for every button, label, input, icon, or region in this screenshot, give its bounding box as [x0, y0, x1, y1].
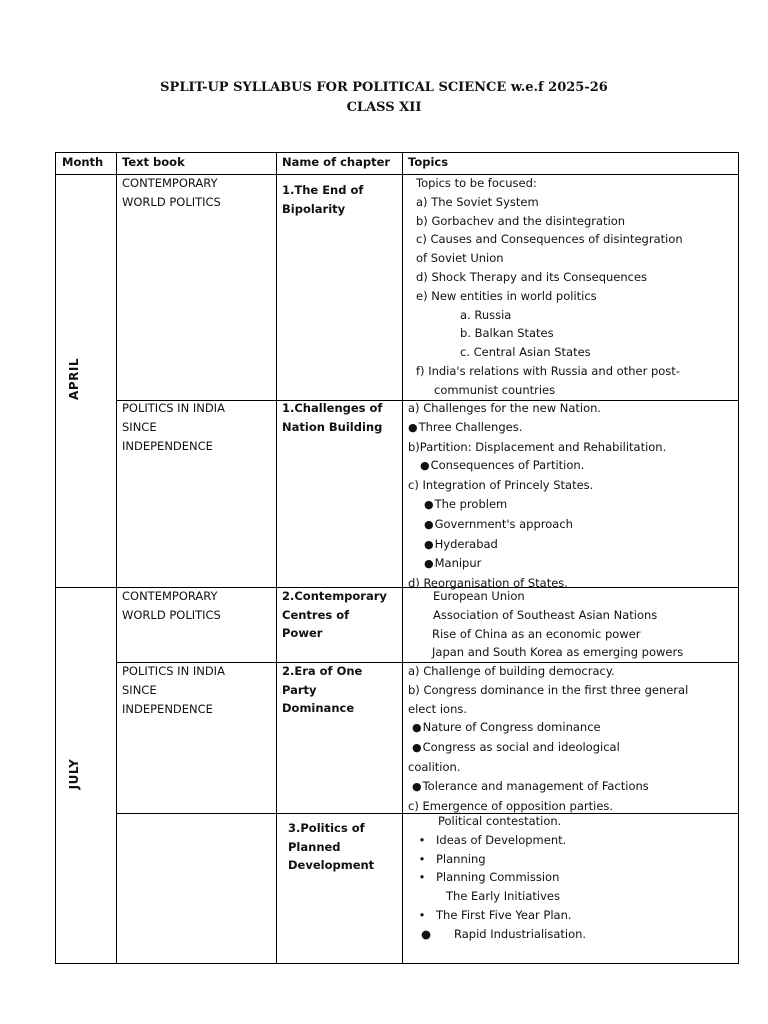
- topic-line: coalition.: [408, 759, 461, 774]
- topic-line: Rise of China as an economic power: [432, 626, 641, 641]
- month-april: APRIL: [67, 358, 81, 400]
- topic-line: e) New entities in world politics: [416, 288, 597, 303]
- topic-line: b. Balkan States: [460, 326, 554, 341]
- topic-line: c) Causes and Consequences of disintegration: [416, 232, 683, 247]
- topic-line: b) Gorbachev and the disintegration: [416, 213, 626, 228]
- month-july: JULY: [67, 758, 81, 790]
- chapter-line: 2.Contemporary: [282, 589, 387, 603]
- textbook-line: POLITICS IN INDIA: [122, 664, 225, 678]
- row2-chapter: [282, 399, 382, 436]
- topic-line: c) Integration of Princely States.: [408, 478, 594, 493]
- topic-line: Topics to be focused:: [416, 176, 537, 190]
- topic-line: ● Consequences of Partition.: [408, 456, 666, 476]
- chapter-line: Bipolarity: [282, 201, 346, 216]
- topic-line: b) Congress dominance in the first three general: [408, 682, 689, 697]
- chapter-line: 1.Challenges of: [282, 401, 383, 415]
- topic-line: Planning: [436, 851, 486, 866]
- textbook-line: WORLD POLITICS: [122, 194, 221, 209]
- bullet-icon: [408, 870, 436, 884]
- textbook-line: SINCE: [122, 419, 157, 434]
- row1-chapter: [282, 181, 363, 218]
- chapter-line: 3.Politics of: [288, 821, 365, 835]
- topic-line: d) Reorganisation of States.: [408, 576, 568, 591]
- chapter-line: 2.Era of One: [282, 664, 363, 678]
- topic-line: Association of Southeast Asian Nations: [433, 607, 658, 622]
- topic-line: ● Nature of Congress dominance: [408, 718, 688, 738]
- chapter-line: 1.The End of: [282, 183, 364, 197]
- topic-line: Ideas of Development.: [436, 832, 567, 847]
- row1-textbook: [122, 174, 221, 212]
- topic-line: communist countries: [434, 382, 556, 397]
- chapter-line: Development: [288, 858, 375, 873]
- row2-textbook: [122, 399, 225, 455]
- chapter-line: Nation Building: [282, 419, 383, 434]
- textbook-line: CONTEMPORARY: [122, 589, 218, 603]
- topic-line: b)Partition: Displacement and Rehabilitation.: [408, 439, 667, 454]
- topic-line: Political contestation.: [438, 814, 562, 828]
- topic-line: The First Five Year Plan.: [436, 907, 572, 922]
- topic-line: ● Three Challenges.: [408, 418, 666, 438]
- document-title: SPLIT-UP SYLLABUS FOR POLITICAL SCIENCE w.e.f 2025-26: [160, 80, 608, 95]
- row2-topics: [408, 399, 666, 593]
- row3-textbook: [122, 587, 221, 625]
- row5-topics: [408, 812, 586, 944]
- row1-topics: [408, 174, 683, 400]
- textbook-line: POLITICS IN INDIA: [122, 401, 225, 415]
- topic-line: Planning Commission: [436, 870, 560, 885]
- topic-line: The Early Initiatives: [446, 889, 560, 904]
- topic-line: ● Hyderabad: [408, 535, 666, 555]
- topic-line: c) Emergence of opposition parties.: [408, 798, 614, 813]
- topic-line: elect ions.: [408, 701, 467, 716]
- chapter-line: Centres of: [282, 607, 350, 622]
- bullet-icon: [408, 908, 436, 922]
- row4-textbook: [122, 662, 225, 718]
- topic-line: ● Congress as social and ideological: [408, 738, 688, 758]
- topic-line: d) Shock Therapy and its Consequences: [416, 269, 648, 284]
- textbook-line: INDEPENDENCE: [122, 438, 213, 453]
- header-chapter: Name of chapter: [282, 155, 391, 169]
- topic-line: European Union: [433, 589, 525, 603]
- textbook-line: INDEPENDENCE: [122, 701, 213, 716]
- textbook-line: SINCE: [122, 682, 157, 697]
- topic-line: ● Government's approach: [408, 515, 666, 535]
- topic-line: of Soviet Union: [416, 251, 504, 266]
- topic-line: ● The problem: [408, 495, 666, 515]
- topic-line: Japan and South Korea as emerging powers: [432, 645, 684, 660]
- topic-line: a) The Soviet System: [416, 194, 539, 209]
- row4-topics: [408, 662, 688, 815]
- topic-line: c. Central Asian States: [460, 345, 591, 360]
- chapter-line: Dominance: [282, 701, 355, 716]
- bullet-icon: [408, 852, 436, 866]
- bullet-icon: ●: [421, 926, 432, 941]
- topic-line: ● Tolerance and management of Factions: [408, 777, 688, 797]
- textbook-line: WORLD POLITICS: [122, 607, 221, 622]
- document-subtitle: CLASS XII: [346, 100, 422, 115]
- header-month: Month: [62, 155, 104, 169]
- topic-line: a. Russia: [460, 307, 512, 322]
- topic-line: ● Manipur: [408, 554, 666, 574]
- row4-chapter: [282, 662, 362, 718]
- topic-line: Rapid Industrialisation.: [454, 926, 587, 941]
- header-topics: Topics: [408, 155, 449, 169]
- bullet-icon: [408, 833, 436, 847]
- topic-line: f) India's relations with Russia and other post-: [416, 363, 680, 378]
- chapter-line: Party: [282, 682, 317, 697]
- header-textbook: Text book: [122, 155, 185, 169]
- row3-chapter: [282, 587, 387, 643]
- topic-line: a) Challenge of building democracy.: [408, 664, 615, 678]
- textbook-line: CONTEMPORARY: [122, 176, 218, 190]
- topic-line: a) Challenges for the new Nation.: [408, 401, 602, 415]
- chapter-line: Power: [282, 626, 323, 641]
- row3-topics: [408, 587, 683, 662]
- row5-chapter: [288, 819, 374, 875]
- chapter-line: Planned: [288, 839, 341, 854]
